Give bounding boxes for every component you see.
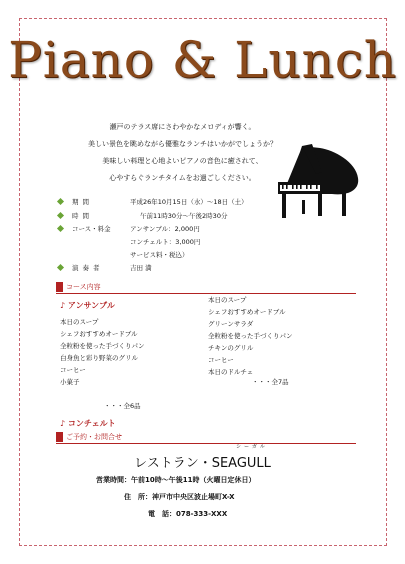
ensemble-right-list xyxy=(208,294,293,378)
section-header-reservation xyxy=(56,432,356,444)
list-item: グリーンサラダ xyxy=(208,320,254,328)
grand-piano-icon xyxy=(272,142,362,222)
info-label: 期間 xyxy=(72,198,93,206)
list-item: シェフおすすめオードブル xyxy=(208,308,286,316)
phone: 電 話：078-333-XXX xyxy=(148,510,228,518)
restaurant-name: レストラン・SEAGULL xyxy=(134,456,271,471)
concerto-title: ♪ コンチェルト xyxy=(60,419,116,428)
info-label: 演奏者 xyxy=(72,264,104,272)
list-item: 白身魚と彩り野菜のグリル xyxy=(60,354,138,362)
intro-line: 美しい景色を眺めながら優雅なランチはいかがでしょうか？ xyxy=(88,140,277,148)
list-item: コーヒー xyxy=(208,356,234,364)
section-header-course xyxy=(56,282,356,294)
list-item: チキンのグリル xyxy=(208,344,254,352)
list-item: 全粒粉を使った手づくりパン xyxy=(208,332,293,340)
address: 住 所：神戸市中央区波止場町X-X xyxy=(124,493,235,501)
section-title: コース内容 xyxy=(66,283,101,291)
info-value: 吉田 満 xyxy=(130,264,152,272)
intro-line: 美味しい料理と心地よいピアノの音色に癒されて、 xyxy=(102,157,263,165)
section-mark xyxy=(56,432,63,442)
info-label: コース・料金 xyxy=(72,225,111,233)
intro-line: 瀬戸のテラス席にさわやかなメロディが響く。 xyxy=(109,123,256,131)
info-value: 平成26年10月15日（水）～18日（土） xyxy=(130,198,248,206)
page-title: Piano & Lunch xyxy=(8,31,397,89)
info-value: コンチェルト：3,000円 xyxy=(130,238,201,246)
intro-line: 心やすらぐランチタイムをお過ごしください。 xyxy=(109,174,256,182)
list-item: コーヒー xyxy=(60,366,86,374)
section-mark xyxy=(56,282,63,292)
right-price: ・・・全7品 xyxy=(252,378,289,386)
intro-text xyxy=(60,119,305,187)
info-label: 時間 xyxy=(72,212,93,220)
ensemble-title: ♪ アンサンブル xyxy=(60,301,115,310)
section-title: ご予約・お問合せ xyxy=(66,433,122,441)
ensemble-left-list xyxy=(60,316,145,388)
info-value: サービス料・税込） xyxy=(130,251,189,259)
left-price: ・・・全6品 xyxy=(104,402,141,410)
info-value: 午前11時30分～午後2時30分 xyxy=(140,212,228,220)
restaurant-ruby: シーガル xyxy=(236,444,268,450)
info-value: アンサンブル：2,000円 xyxy=(130,225,200,233)
list-item: 本日のドルチェ xyxy=(208,368,254,376)
list-item: 本日のスープ xyxy=(60,318,99,326)
list-item: 本日のスープ xyxy=(208,296,247,304)
list-item: 全粒粉を使った手づくりパン xyxy=(60,342,145,350)
list-item: シェフおすすめオードブル xyxy=(60,330,138,338)
list-item: 小菓子 xyxy=(60,378,80,386)
business-hours: 営業時間：午前10時～午後11時（火曜日定休日） xyxy=(96,476,256,484)
